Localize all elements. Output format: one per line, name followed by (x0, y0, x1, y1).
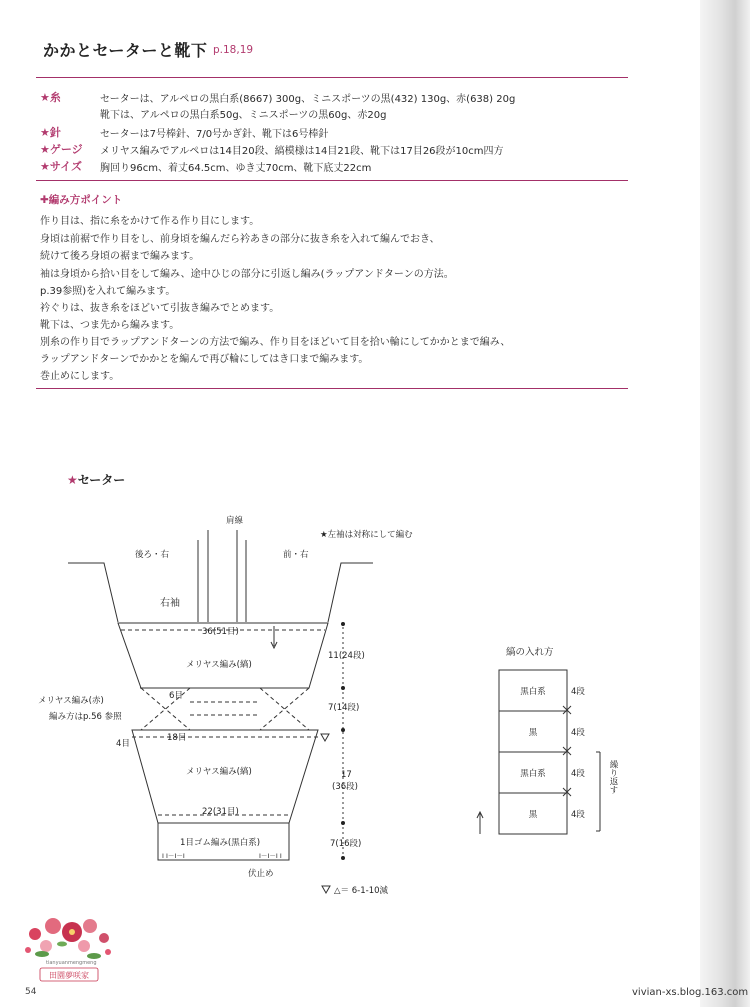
bind-off-label: 伏止め (248, 869, 274, 879)
points-line: p.39参照)を入れて編みます。 (40, 286, 176, 297)
flower-logo (20, 912, 115, 994)
points-line: ラップアンドターンでかかとを編んで再び輪にしてはき口まで編みます。 (40, 354, 369, 365)
watermark-url: vivian-xs.blog.163.com (632, 987, 749, 998)
dimension-dot (341, 622, 345, 626)
stripe-rows-4: 4段 (571, 810, 585, 820)
cuff-width-label: 22(31目) (202, 807, 239, 817)
stripe-color-1: 黒白系 (520, 687, 546, 697)
points-line: 身頃は前裾で作り目をし、前身頃を編んだら衿あきの部分に抜き糸を入れて編んでおき、 (40, 234, 440, 245)
front-right-label: 前・右 (283, 550, 309, 560)
spec-label-needles: ★針 (40, 126, 61, 139)
stripe-rows-1: 4段 (571, 687, 585, 697)
upper-stitch-label: メリヤス編み(縞) (186, 660, 252, 670)
stripe-title: 縞の入れ方 (506, 647, 554, 658)
dimension-dot (341, 856, 345, 860)
cuff-stitch-label: 1目ゴム編み(黒白系) (180, 838, 261, 848)
red-stitch-label: メリヤス編み(赤) (38, 696, 104, 706)
dimension-dot (341, 821, 345, 825)
upper-width-label: 36(51目) (202, 627, 239, 637)
body-right-outline (328, 563, 373, 622)
page-number: 54 (25, 987, 37, 997)
red-length-label: 7(14段) (328, 703, 360, 713)
points-line: 衿ぐりは、抜き糸をほどいて引抜き編みでとめます。 (40, 303, 280, 314)
lower-length-rows-label: (36段) (332, 782, 358, 792)
points-line: 靴下は、つま先から編みます。 (40, 320, 180, 331)
logo-small-text: tianyuanmengmeng (46, 960, 97, 966)
page-title: かかとセーターと靴下 (43, 41, 208, 60)
spec-yarn-line-1: セーターは、アルペロの黒白系(8667) 300g、ミニスポーツの黒(432) 130g、赤(638) 20g (100, 94, 516, 105)
stripe-color-3: 黒白系 (520, 769, 546, 779)
dimension-dot (341, 728, 345, 732)
lower-length-cm-label: 17 (341, 770, 352, 780)
right-sleeve-label: 右袖 (160, 598, 180, 609)
points-line: 袖は身頃から拾い目をして編み、途中ひじの部分に引返し編み(ラップアンドターンの方法。 (40, 269, 454, 280)
shoulder-line-label: 肩線 (226, 516, 244, 526)
lower-stitch-label: メリヤス編み(縞) (186, 767, 252, 777)
cuff-pattern-right: I－I－I I (259, 852, 282, 860)
points-line: 別糸の作り目でラップアンドターンの方法で編み、作り目をほどいて目を拾い輪にしてかかとまで編み、 (40, 337, 511, 348)
stripe-color-4: 黒 (528, 810, 538, 820)
repeat-label: 繰り返す (608, 760, 618, 794)
spec-size-line: 胸回り96cm、着丈64.5cm、ゆき丈70cm、靴下底丈22cm (100, 163, 372, 174)
decrease-note: △＝ 6-1-10減 (334, 886, 389, 896)
lower-top-width-label: 18目 (167, 733, 187, 743)
logo-text: 田園夢咲家 (49, 971, 89, 980)
points-heading: ✚編み方ポイント (40, 194, 123, 206)
stripe-color-2: 黒 (528, 728, 538, 738)
dimension-dot (341, 686, 345, 690)
spec-label-gauge: ★ゲージ (40, 143, 83, 156)
red-width-label: 6目 (169, 691, 183, 701)
triangle-legend-icon (322, 886, 330, 893)
body-left-outline (68, 563, 118, 622)
points-line: 巻止めにします。 (40, 371, 120, 382)
spec-needles-line: セーターは7号棒針、7/0号かぎ針、靴下は6号棒針 (100, 129, 329, 140)
spec-yarn-line-2: 靴下は、アルペロの黒白系50g、ミニスポーツの黒60g、赤20g (100, 110, 387, 121)
stripe-rows-2: 4段 (571, 728, 585, 738)
triangle-decrease-icon (321, 734, 329, 741)
points-line: 作り目は、指に糸をかけて作る作り目にします。 (40, 216, 260, 227)
points-line: 続けて後ろ身頃の裾まで編みます。 (40, 251, 200, 262)
cuff-length-label: 7(16段) (330, 839, 362, 849)
upper-length-label: 11(24段) (328, 651, 365, 661)
spec-label-size: ★サイズ (40, 160, 82, 173)
spec-label-yarn: ★糸 (40, 91, 61, 104)
symmetry-note: ★左袖は対称にして編む (320, 530, 413, 540)
sweater-section-title: セーター (77, 473, 126, 487)
cuff-pattern-left: I I－I－I (162, 852, 185, 860)
red-reference-note: 編み方はp.56 参照 (49, 712, 122, 722)
back-right-label: 後ろ・右 (135, 550, 170, 560)
star-icon: ★ (67, 473, 78, 487)
title-page-reference: p.18,19 (213, 44, 254, 56)
spec-gauge-line: メリヤス編みでアルペロは14目20段、縞模様は14目21段、靴下は17目26段が10cm四方 (100, 146, 504, 157)
stripe-rows-3: 4段 (571, 769, 585, 779)
side-count-label: 4目 (116, 739, 130, 749)
